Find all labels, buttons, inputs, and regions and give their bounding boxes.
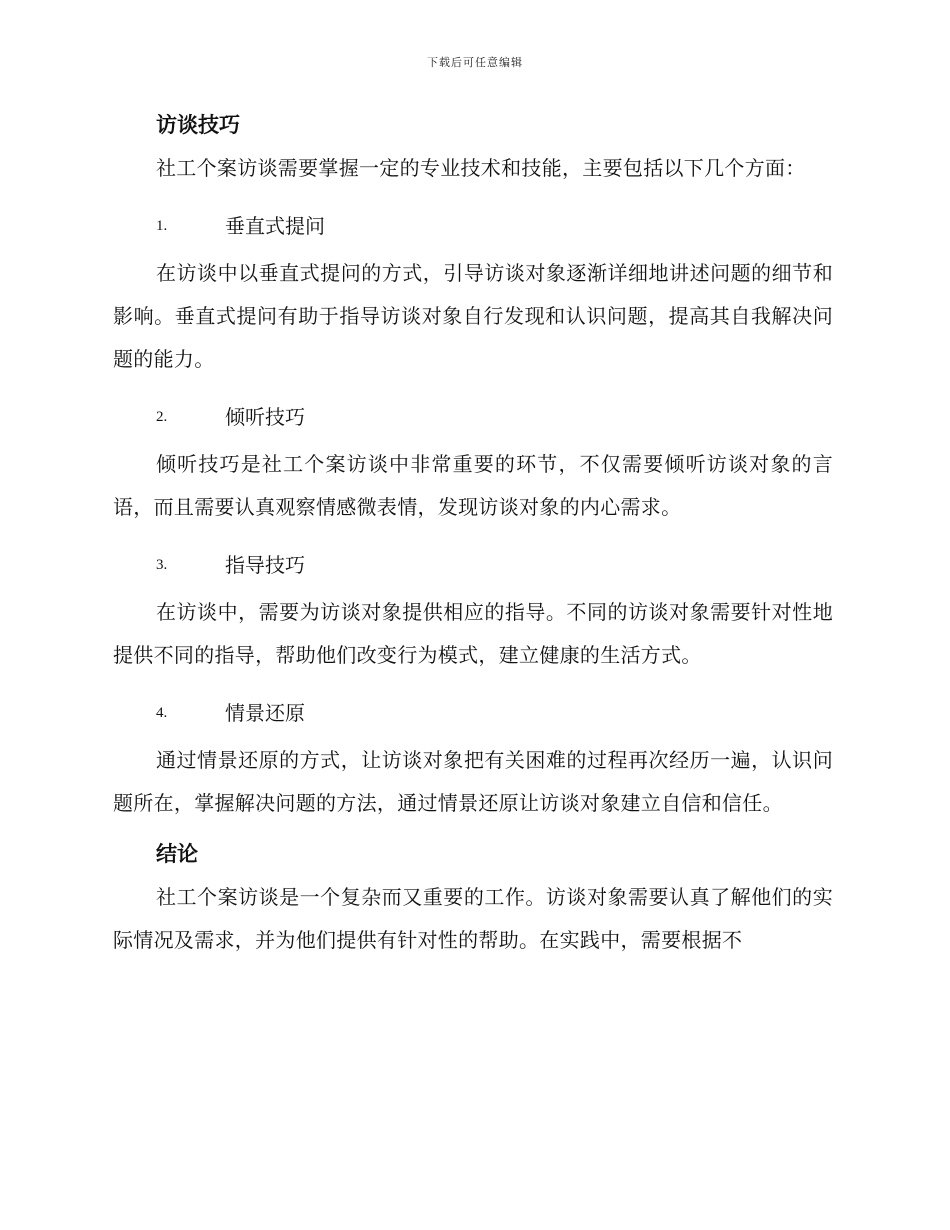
document-page bbox=[113, 110, 833, 962]
section-heading-interview-skills: 访谈技巧 bbox=[156, 113, 240, 137]
section-heading-conclusion: 结论 bbox=[156, 842, 198, 866]
list-item-1 bbox=[113, 204, 833, 248]
list-label: 情景还原 bbox=[225, 701, 305, 725]
list-item-2 bbox=[113, 395, 833, 439]
item-paragraph: 通过情景还原的方式，让访谈对象把有关困难的过程再次经历一遍，认识问题所在，掌握解决问题的方法，通过情景还原让访谈对象建立自信和信任。 bbox=[113, 748, 833, 815]
item-paragraph: 在访谈中以垂直式提问的方式，引导访谈对象逐渐详细地讲述问题的细节和影响。垂直式提问有助于指导访谈对象自行发现和认识问题，提高其自我解决问题的能力。 bbox=[113, 261, 833, 371]
list-label: 指导技巧 bbox=[225, 553, 305, 577]
conclusion-paragraph: 社工个案访谈是一个复杂而又重要的工作。访谈对象需要认真了解他们的实际情况及需求，并为他们提供有针对性的帮助。在实践中，需要根据不 bbox=[113, 885, 833, 952]
list-number: 4. bbox=[156, 705, 168, 721]
list-number: 3. bbox=[156, 557, 168, 573]
intro-paragraph: 社工个案访谈需要掌握一定的专业技术和技能，主要包括以下几个方面： bbox=[156, 156, 806, 180]
page-header-note: 下载后可任意编辑 bbox=[427, 56, 523, 69]
list-number: 2. bbox=[156, 409, 168, 425]
list-item-4 bbox=[113, 691, 833, 735]
list-label: 垂直式提问 bbox=[225, 214, 325, 238]
item-paragraph: 在访谈中，需要为访谈对象提供相应的指导。不同的访谈对象需要针对性地提供不同的指导，帮助他们改变行为模式，建立健康的生活方式。 bbox=[113, 600, 833, 667]
list-item-3 bbox=[113, 543, 833, 587]
list-number: 1. bbox=[156, 218, 168, 234]
list-label: 倾听技巧 bbox=[225, 405, 305, 429]
item-paragraph: 倾听技巧是社工个案访谈中非常重要的环节，不仅需要倾听访谈对象的言语，而且需要认真观察情感微表情，发现访谈对象的内心需求。 bbox=[113, 452, 833, 519]
